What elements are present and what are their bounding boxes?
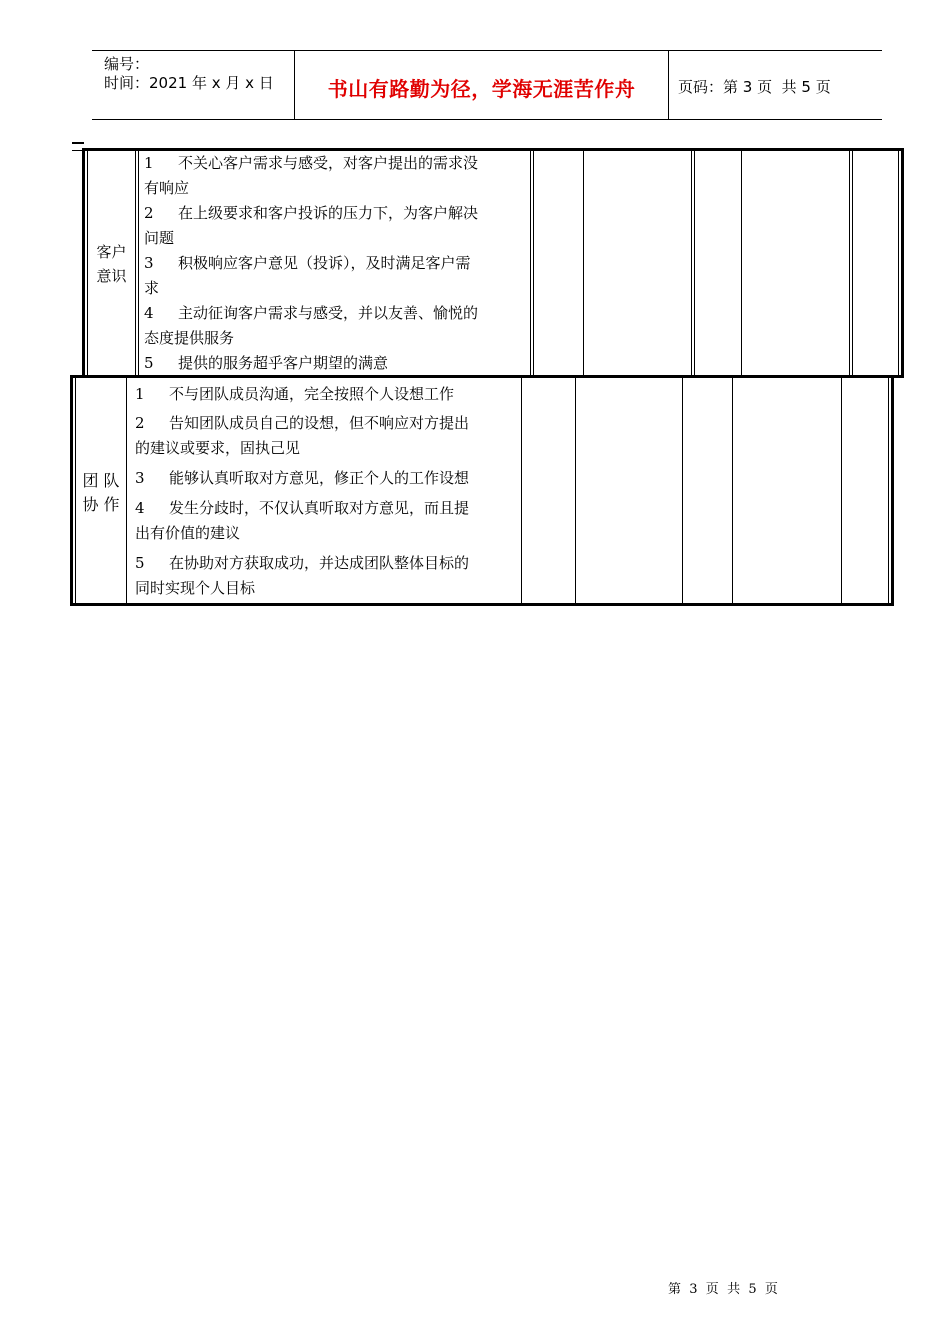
category-label bbox=[76, 469, 126, 517]
criteria-text: 积极响应客户意见（投诉），及时满足客户需 bbox=[178, 254, 471, 272]
category-line: 团 队 bbox=[82, 471, 120, 490]
criteria-number: 3 bbox=[135, 469, 145, 487]
category-label bbox=[88, 240, 135, 288]
criteria-text: 态度提供服务 bbox=[144, 329, 235, 347]
criteria-item bbox=[135, 382, 519, 407]
criteria-number: 4 bbox=[144, 304, 154, 322]
criteria-text: 告知团队成员自己的设想，但不响应对方提出 bbox=[169, 414, 470, 432]
evaluation-table-customer bbox=[82, 148, 904, 378]
criteria-text: 在上级要求和客户投诉的压力下，为客户解决 bbox=[178, 204, 479, 222]
criteria-text: 不与团队成员沟通，完全按照个人设想工作 bbox=[169, 385, 455, 403]
criteria-number: 2 bbox=[135, 414, 145, 432]
page-footer: 第 3 页 共 5 页 bbox=[668, 1282, 778, 1297]
criteria-number: 5 bbox=[135, 554, 145, 572]
header-motto-cell bbox=[294, 51, 669, 119]
criteria-item bbox=[135, 411, 519, 461]
date-label: 时间：2021 年 x 月 x 日 bbox=[104, 74, 274, 92]
criteria-text: 问题 bbox=[144, 229, 175, 247]
criteria-item bbox=[144, 201, 528, 251]
criteria-item bbox=[144, 351, 528, 376]
category-line: 意识 bbox=[96, 267, 127, 285]
criteria-item bbox=[144, 301, 528, 351]
criteria-text: 提供的服务超乎客户期望的满意 bbox=[178, 354, 389, 372]
criteria-number: 3 bbox=[144, 254, 154, 272]
criteria-item bbox=[144, 251, 528, 301]
criteria-item bbox=[144, 151, 528, 201]
criteria-text: 主动征询客户需求与感受，并以友善、愉悦的 bbox=[178, 304, 479, 322]
criteria-text: 有响应 bbox=[144, 179, 190, 197]
criteria-text: 求 bbox=[144, 279, 160, 297]
criteria-text: 在协助对方获取成功，并达成团队整体目标的 bbox=[169, 554, 470, 572]
criteria-number: 5 bbox=[144, 354, 154, 372]
criteria-number: 1 bbox=[144, 154, 154, 172]
number-label: 编号： bbox=[104, 55, 150, 73]
criteria-text: 出有价值的建议 bbox=[135, 524, 241, 542]
category-line: 协 作 bbox=[82, 495, 120, 514]
criteria-list bbox=[135, 382, 519, 602]
criteria-item bbox=[135, 496, 519, 546]
motto: 书山有路勤为径，学海无涯苦作舟 bbox=[327, 77, 636, 101]
evaluation-table-teamwork bbox=[70, 375, 894, 606]
criteria-text: 的建议或要求，固执己见 bbox=[135, 439, 301, 457]
category-line: 客户 bbox=[96, 243, 127, 261]
criteria-item bbox=[135, 551, 519, 601]
page-info: 页码：第 3 页 共 5 页 bbox=[678, 78, 831, 96]
criteria-text: 发生分歧时，不仅认真听取对方意见，而且提 bbox=[169, 499, 470, 517]
criteria-number: 2 bbox=[144, 204, 154, 222]
page-header bbox=[92, 50, 882, 120]
criteria-text: 不关心客户需求与感受，对客户提出的需求没 bbox=[178, 154, 479, 172]
criteria-list bbox=[144, 151, 528, 375]
header-page-cell bbox=[668, 51, 882, 119]
criteria-text: 能够认真听取对方意见，修正个人的工作设想 bbox=[169, 469, 470, 487]
criteria-item bbox=[135, 466, 519, 491]
header-meta bbox=[92, 51, 294, 119]
criteria-number: 1 bbox=[135, 385, 145, 403]
criteria-text: 同时实现个人目标 bbox=[135, 579, 256, 597]
criteria-number: 4 bbox=[135, 499, 145, 517]
